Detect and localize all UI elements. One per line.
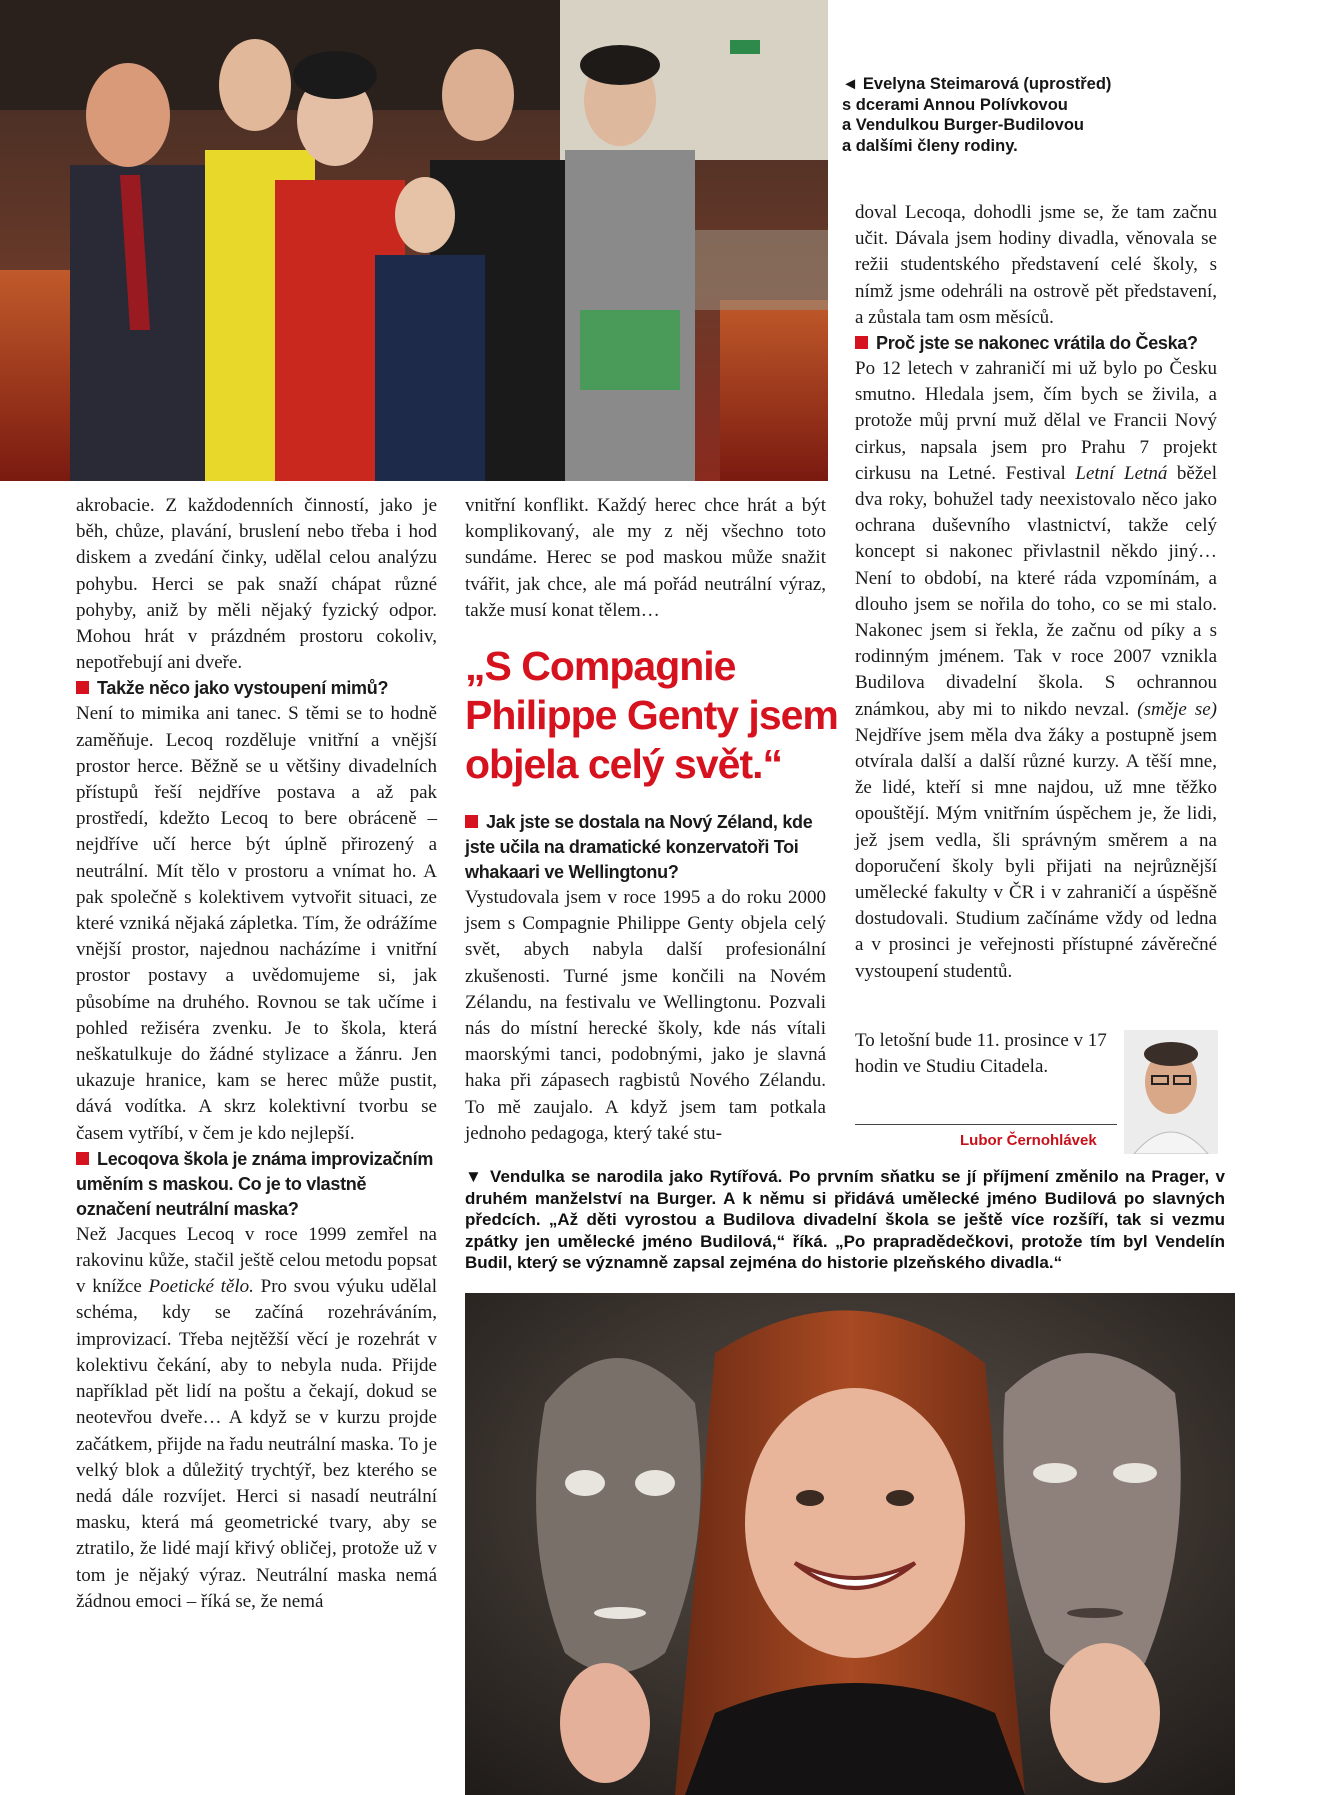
paragraph: Než Jacques Lecoq v roce 1999 zemřel na rakovinu kůže, stačil ještě celou metodu popsat v knížce Poetické tělo. Pro svou výuku udělal schéma, kdy se začíná rozehráváním, improvizací. Třeba nejtěžší věcí je rozehrát v kolektivu čekání, aby to nebyla nuda. Přijde například pět lidí na poštu a čekají, dokud se neotevřou dveře… A když se v kurzu projde začátkem, přijde na řadu neutrální maska. To je velký blok a důležitý trychtýř, bez kterého se nedá dále rozvíjet. Herci si nasadí neutrální masku, která má geometrické tvary, aby se ztratilo, že lidé mají křivý obličej, protože už v tom je nějaký výraz. Neutrální maska nemá žádnou emoci – říká se, že nemá [76,1223,438,1612]
article-column-3-tail [855,1028,1115,1080]
author-portrait [1124,1030,1218,1154]
interview-question: Proč jste se nakonec vrátila do Česka? [855,331,1217,356]
top-photo-caption: ◄ Evelyna Steimarová (uprostřed) s dcerami Annou Polívkovou a Vendulkou Burger-Budilovou a dalšími členy rodiny. [842,75,1112,155]
interview-question: Lecoqova škola je známa improvizačním uměním s maskou. Co je to vlastně označení neutrální maska? [76,1148,434,1219]
question-marker-icon [465,815,478,828]
paragraph: doval Lecoqa, dohodli jsme se, že tam začnu učit. Dávala jsem hodiny divadla, věnovala se režii studentského představení celé školy, s nímž jsme odehráli na ostrově pět představení, a zůstala tam osm měsíců. [855,202,1217,328]
pull-quote: „S Compagnie Philippe Genty jsem objela celý svět.“ [465,643,838,787]
masks-photo [465,1293,1235,1795]
paragraph: vnitřní konflikt. Každý herec chce hrát a být komplikovaný, ale my z něj všechno toto sundáme. Herec se pod maskou může snažit tvářit, jak chce, ale má pořád neutrální výraz, takže musí konat tělem… [465,495,826,621]
question-marker-icon [76,681,89,694]
interview-question: Jak jste se dostala na Nový Zéland, kde jste učila na dramatické konzervatoři Toi whakaari ve Wellingtonu? [465,812,813,882]
paragraph: Po 12 letech v zahraničí mi už bylo po Česku smutno. Hledala jsem, čím bych se živila, a protože můj první muž dělal ve Francii Nový cirkus, napsala jsem pro Prahu 7 projekt cirkusu na Letné. Festival Letní Letná běžel dva roky, bohužel tady neexistovalo něco jako ochrana duševního vlastnictví, takže celý koncept si nakonec přivlastnil někdo jiný… Není to období, na které ráda vzpomínám, a dlouho jsem se nořila do toho, co se mi stalo. Nakonec jsem si řekla, že začnu od píky a s rodinným jménem. Tak v roce 2007 vznikla Budilova divadelní škola. S ochrannou známkou, aby mi to nikdo nevzal. (směje se) Nejdříve jsem měla dva žáky a postupně jsem otvírala další a další různé kurzy. A těší mne, že lidé, kteří si mne najdou, už mne těžko opouštějí. Mým vnitřním úspěchem je, že lidi, jež jsem vedla, šli správným směrem a na doporučení školy byli přijati na nejrůznější umělecké fakulty v ČR i v zahraničí a úspěšně dostudovali. Studium začínáme vždy od ledna a v prosinci je veřejnosti přístupné závěrečné vystoupení studentů. [855,358,1218,982]
paragraph: Není to mimika ani tanec. S těmi se to hodně zaměňuje. Lecoq rozděluje vnitřní a vnější prostor herce. Běžně se u většiny divadelních přístupů řeší nejdříve postava a až pak prostředí, kdežto Lecoq to bere obráceně – nejdříve učí herce být úplně přirozený a neutrální. Mít tělo v prostoru a vnímat ho. A pak společně s kolektivem vytvořit situaci, ze které vzniká nějaká zápletka. Tím, že odrážíme vnější prostor, najednou nacházíme i vnitřní prostor postavy a uvědomujeme si, jak působíme na druhého. Rovnou se tak učíme i pohled režiséra zvenku. Je to škola, která neškatulkuje do žádné stylizace a žánru. Jen ukazuje hranice, kam se herec může pustit, dává vodítka. A skrz kolektivní tvorbu se časem vytříbí, v čem je kdo nejlepší. [76,703,437,1144]
question-marker-icon [76,1152,89,1165]
family-photo [0,0,828,481]
article-column-3 [855,200,1217,985]
credit-divider [855,1124,1117,1125]
article-column-2-lower [465,810,826,1147]
bottom-photo-caption: ▼ Vendulka se narodila jako Rytířová. Po prvním sňatku se jí příjmení změnilo na Prager, v druhém manželství na Burger. A k němu si přidává umělecké jméno Budilová po slavných předcích. „Až děti vyrostou a Budilova divadelní škola se ještě více rozšíří, tak si vezmu zpátky jen umělecké jméno Budilová,“ říká. „Po prapradědečkovi, protože tím byl Vendelín Budil, který se významně zapsal zejména do historie plzeňského divadla.“ [465,1167,1225,1272]
question-marker-icon [855,336,868,349]
portrait-credit: Lubor Černohlávek [960,1132,1097,1149]
paragraph: Vystudovala jsem v roce 1995 a do roku 2000 jsem s Compagnie Philippe Genty objela celý svět, abych nabyla další profesionální zkušenosti. Turné jsme končili na Novém Zélandu, na festivalu ve Wellingtonu. Pozvali nás do místní herecké školy, kde nás vítali maorskými tanci, podobnými, jako je slavná haka při zápasech ragbistů Nového Zélandu. To mě zaujalo. A když jsem tam potkala jednoho pedagoga, který také stu- [465,887,826,1144]
paragraph: akrobacie. Z každodenních činností, jako je běh, chůze, plavání, bruslení nebo třeba i hod diskem a zvedání činky, udělal celou analýzu pohybu. Herci se pak snaží chápat různé pohyby, aniž by měli nějaký fyzický odpor. Mohou hrát v prázdném prostoru cokoliv, nepotřebují ani dveře. [76,495,437,674]
paragraph: To letošní bude 11. prosince v 17 hodin ve Studiu Citadela. [855,1030,1107,1078]
article-column-1 [76,493,437,1615]
article-column-2 [465,493,826,624]
interview-question: Takže něco jako vystoupení mimů? [76,676,437,701]
